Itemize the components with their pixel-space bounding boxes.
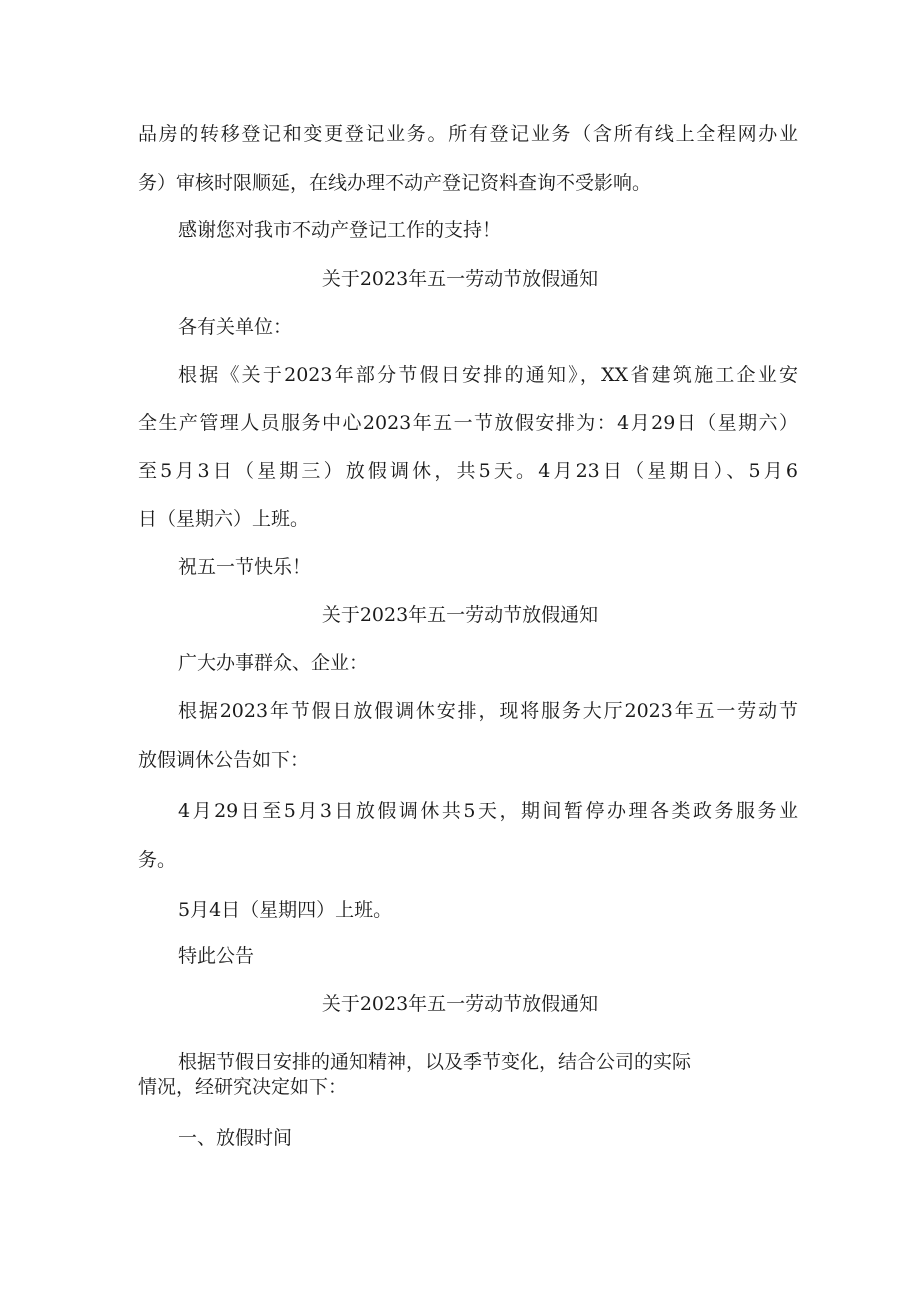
paragraph-line: 根据2023年节假日放假调休安排，现将服务大厅2023年五一劳动节 bbox=[178, 700, 798, 722]
paragraph-line: 日（星期六）上班。 bbox=[138, 508, 310, 530]
notice-title: 关于2023年五一劳动节放假通知 bbox=[321, 268, 599, 290]
salutation: 广大办事群众、企业： bbox=[178, 652, 369, 674]
notice-title: 关于2023年五一劳动节放假通知 bbox=[321, 993, 599, 1015]
paragraph-line: 4月29日至5月3日放假调休共5天，期间暂停办理各类政务服务业 bbox=[178, 800, 798, 822]
notice-title: 关于2023年五一劳动节放假通知 bbox=[321, 604, 599, 626]
paragraph-thanks: 感谢您对我市不动产登记工作的支持！ bbox=[178, 219, 502, 241]
paragraph-line: 根据节假日安排的通知精神，以及季节变化，结合公司的实际 bbox=[178, 1051, 692, 1073]
paragraph-line: 至5月3日（星期三）放假调休，共5天。4月23日（星期日）、5月6 bbox=[138, 460, 798, 482]
paragraph-line: 务）审核时限顺延，在线办理不动产登记资料查询不受影响。 bbox=[138, 172, 652, 194]
paragraph-line: 放假调休公告如下： bbox=[138, 749, 310, 771]
paragraph-line: 务。 bbox=[138, 849, 177, 871]
paragraph-line: 品房的转移登记和变更登记业务。所有登记业务（含所有线上全程网办业 bbox=[138, 123, 798, 145]
paragraph-line: 情况，经研究决定如下： bbox=[138, 1076, 348, 1098]
paragraph-line: 全生产管理人员服务中心2023年五一节放假安排为：4月29日（星期六） bbox=[138, 412, 798, 434]
section-heading: 一、放假时间 bbox=[178, 1127, 293, 1149]
paragraph-line: 根据《关于2023年部分节假日安排的通知》，XX省建筑施工企业安 bbox=[178, 364, 798, 386]
paragraph-line: 5月4日（星期四）上班。 bbox=[178, 899, 393, 921]
paragraph-greeting: 祝五一节快乐！ bbox=[178, 556, 312, 578]
paragraph-closing: 特此公告 bbox=[178, 945, 255, 967]
salutation: 各有关单位： bbox=[178, 316, 293, 338]
